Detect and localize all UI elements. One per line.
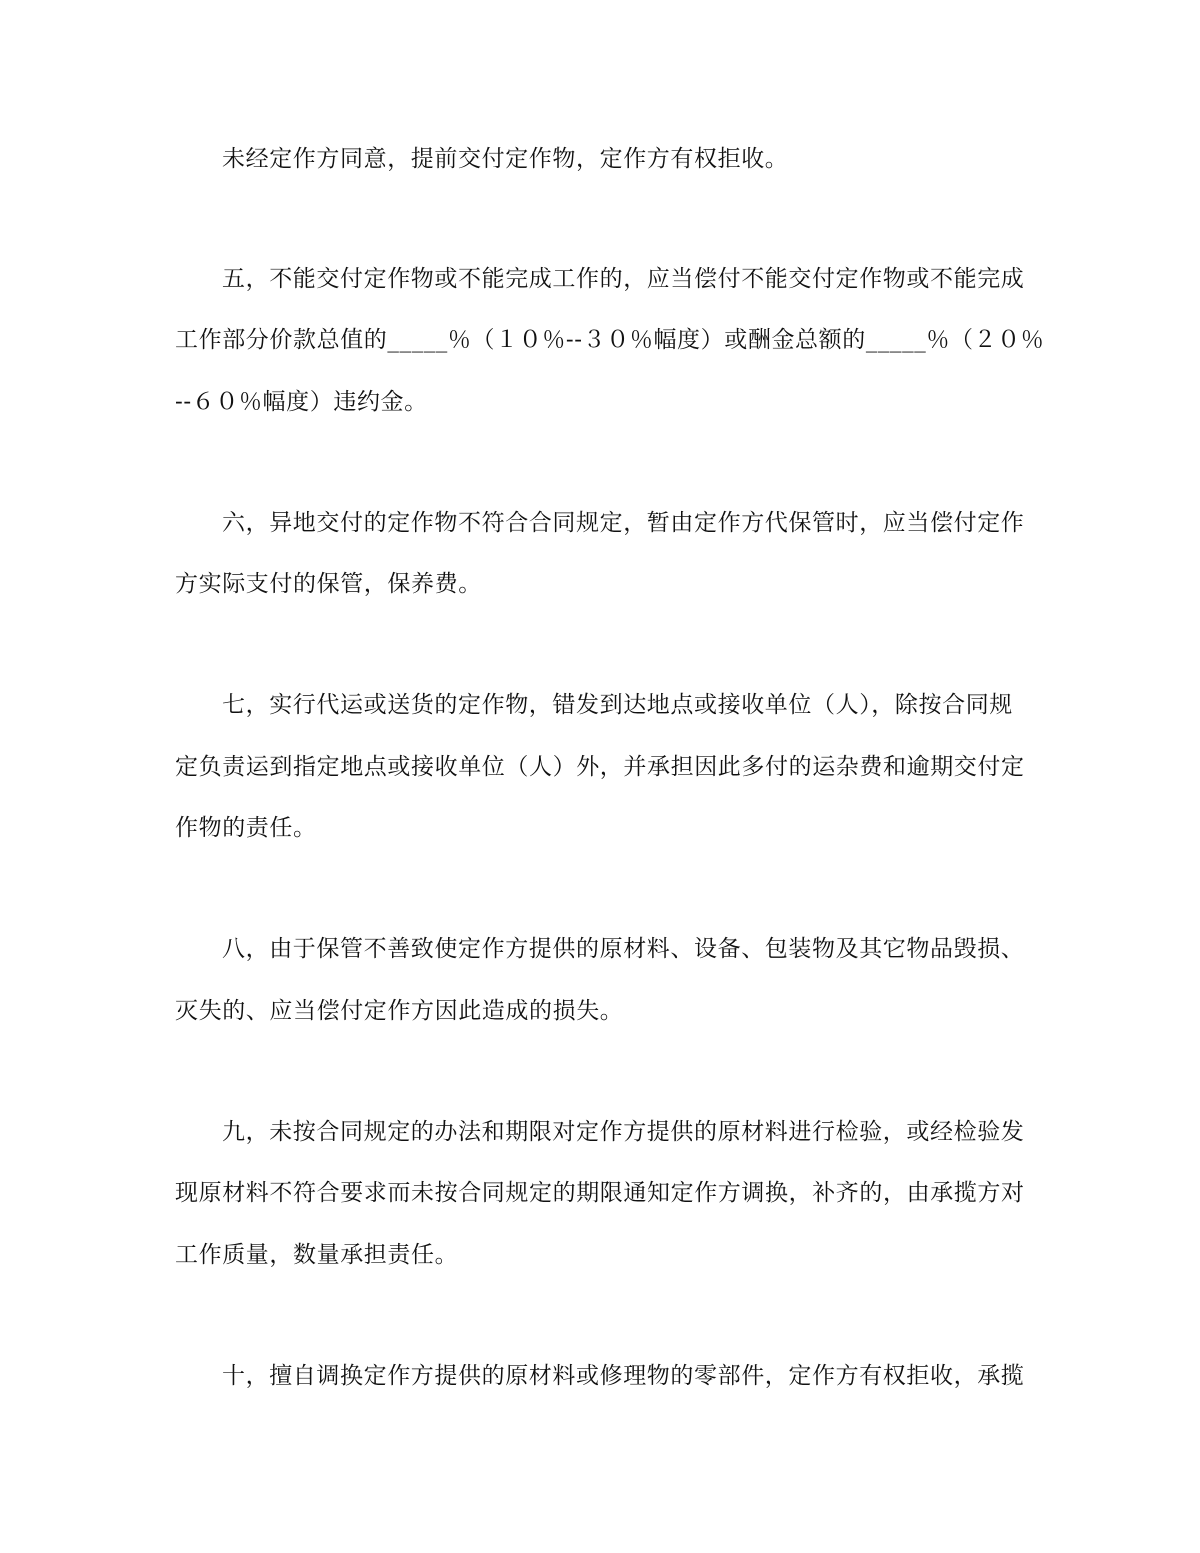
paragraph-line: 六，异地交付的定作物不符合合同规定，暂由定作方代保管时，应当偿付定作 (222, 510, 1025, 536)
paragraph-line: 未经定作方同意，提前交付定作物，定作方有权拒收。 (222, 146, 789, 172)
paragraph-line: 现原材料不符合要求而未按合同规定的期限通知定作方调换，补齐的，由承揽方对 (175, 1180, 1025, 1206)
paragraph-line: 方实际支付的保管，保养费。 (175, 571, 482, 597)
paragraph-line: 五，不能交付定作物或不能完成工作的，应当偿付不能交付定作物或不能完成 (222, 266, 1025, 292)
paragraph-line: 灭失的、应当偿付定作方因此造成的损失。 (175, 998, 624, 1024)
paragraph-line: 九，未按合同规定的办法和期限对定作方提供的原材料进行检验，或经检验发 (222, 1119, 1025, 1145)
paragraph-line: 七，实行代运或送货的定作物，错发到达地点或接收单位（人），除按合同规 (222, 692, 1013, 718)
paragraph-line: 八，由于保管不善致使定作方提供的原材料、设备、包装物及其它物品毁损、 (222, 936, 1025, 962)
paragraph-line: 工作质量，数量承担责任。 (175, 1242, 459, 1268)
paragraph-line: 定负责运到指定地点或接收单位（人）外，并承担因此多付的运杂费和逾期交付定 (175, 754, 1025, 780)
paragraph-line: 工作部分价款总值的_____％（１０％--３０％幅度）或酬金总额的_____％（２０％ (175, 327, 1045, 353)
paragraph-line: 作物的责任。 (175, 815, 317, 841)
paragraph-line: 十，擅自调换定作方提供的原材料或修理物的零部件，定作方有权拒收，承揽 (222, 1363, 1025, 1389)
paragraph-line: --６０％幅度）违约金。 (175, 389, 428, 415)
